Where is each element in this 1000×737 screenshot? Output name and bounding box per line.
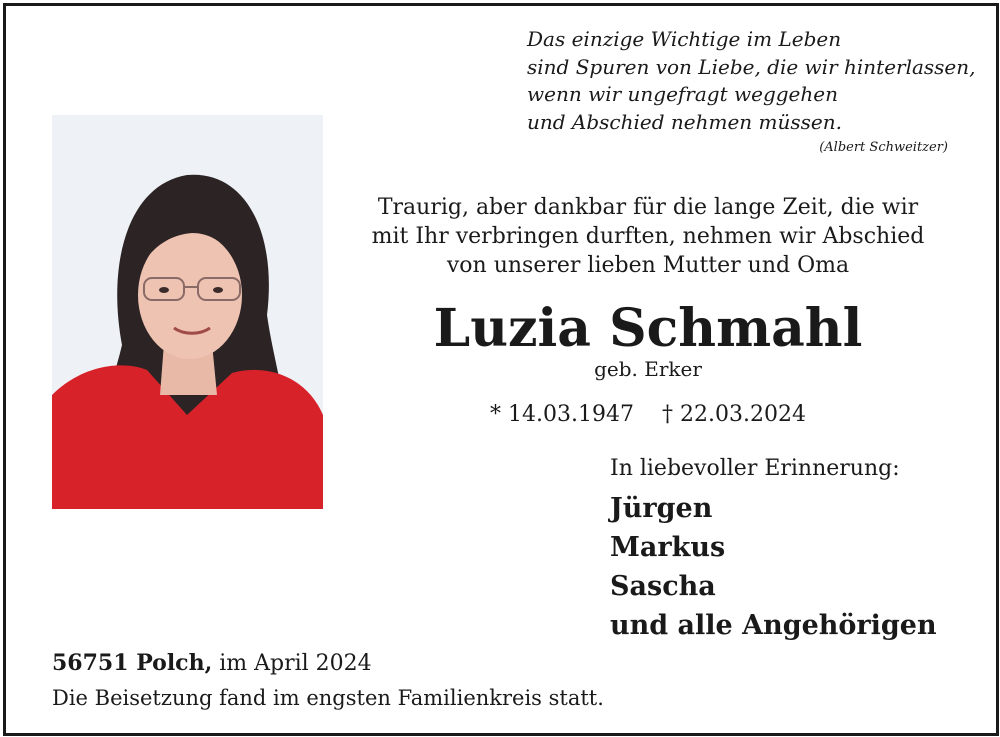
birth-date: * 14.03.1947	[490, 402, 634, 427]
deceased-name: Luzia Schmahl	[433, 298, 863, 359]
intro-line: von unserer lieben Mutter und Oma	[446, 253, 850, 278]
intro-line: Traurig, aber dankbar für die lange Zeit, die wir	[377, 195, 919, 220]
memory-label: In liebevoller Erinnerung:	[610, 456, 900, 481]
mourner-name: und alle Angehörigen	[610, 610, 937, 641]
place-location: 56751 Polch,	[52, 650, 213, 676]
notice-date: im April 2024	[219, 651, 372, 676]
intro-text	[360, 193, 936, 280]
mourner-name: Jürgen	[610, 493, 713, 524]
life-dates	[470, 402, 826, 427]
portrait-photo	[52, 115, 323, 509]
burial-note: Die Beisetzung fand im engsten Familienkreis statt.	[52, 686, 604, 710]
mourners-list	[610, 489, 937, 645]
quote-line: und Abschied nehmen müssen.	[527, 109, 842, 134]
mourner-name: Markus	[610, 532, 726, 563]
quote-line: sind Spuren von Liebe, die wir hinterlassen,	[527, 54, 976, 79]
quote	[527, 26, 976, 136]
death-date: † 22.03.2024	[662, 402, 806, 427]
quote-line: wenn wir ungefragt weggehen	[527, 82, 838, 106]
intro-line: mit Ihr verbringen durften, nehmen wir Abschied	[371, 224, 925, 249]
maiden-name: geb. Erker	[594, 357, 702, 381]
quote-line: Das einzige Wichtige im Leben	[527, 27, 842, 51]
mourner-name: Sascha	[610, 571, 716, 602]
quote-author: (Albert Schweitzer)	[819, 140, 948, 155]
place-date	[52, 650, 372, 676]
